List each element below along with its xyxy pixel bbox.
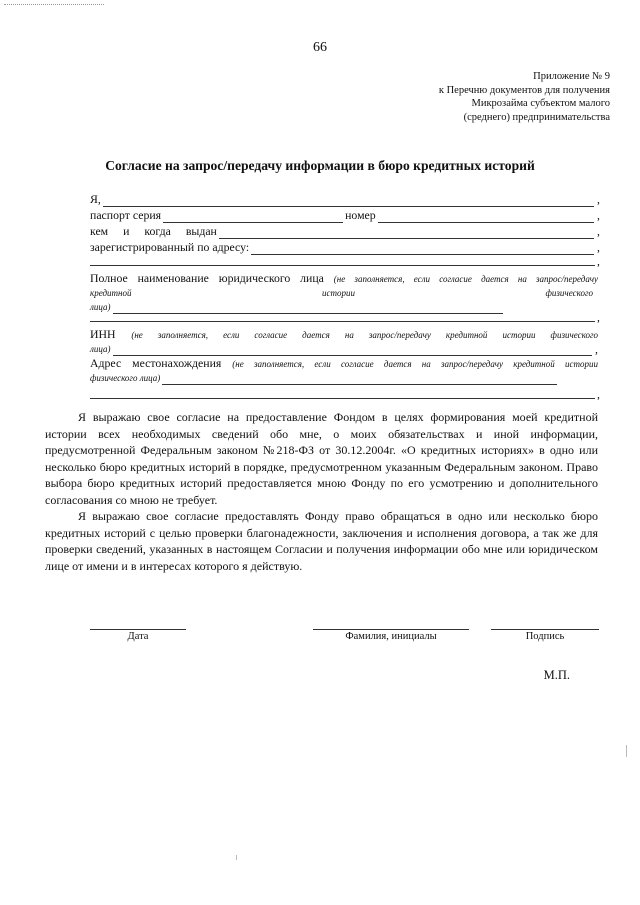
address-continuation-field[interactable] [90, 265, 595, 266]
legal-name-note: (не заполняется, если согласие дается на запрос/передачу [333, 274, 599, 284]
legal-name-field[interactable] [113, 302, 503, 314]
legal-name-label: Полное наименование юридического лица [90, 271, 324, 285]
location-block [90, 356, 598, 385]
address-reg-row [90, 240, 600, 255]
legal-name-note-end: лица) [90, 302, 111, 312]
appendix-note [280, 70, 610, 124]
consent-text [45, 409, 598, 574]
comma: , [597, 224, 600, 238]
consent-paragraph: Я выражаю свое согласие на предоставление Фондом в целях формирования моей кредитной истории всех необходимых сведений обо мне, о моих обязательствах и иной информации, предусмотренной Федеральным законом №218-ФЗ от 30.12.2004г. «О кредитных историях» в одно или несколько бюро кредитных историй в порядке, предусмотренном указанным Федеральным законом. Право выбора бюро кредитных историй предоставляется мною Фонду по его усмотрению и дополнительного согласования со мною не требует. [45, 410, 598, 507]
comma: , [597, 240, 600, 254]
comma: , [597, 192, 600, 206]
consent-paragraph: Я выражаю свое согласие предоставлять Фонду право обращаться в одно или несколько бюро кредитных историй с целью проверки благонадежности, заключения и исполнения договора, а так же для проверки сведений, указанных в настоящем Согласии и получения информации обо мне или юридическом лице от имени и в интересах которого я действую. [45, 509, 598, 573]
scan-artifact [4, 4, 104, 8]
name-initials-label: Фамилия, инициалы [345, 631, 437, 642]
legal-name-note-word: кредитной [90, 288, 132, 298]
legal-name-note-word: физического [545, 288, 593, 298]
location-field-row [90, 371, 598, 385]
comma: , [597, 208, 600, 222]
comma: , [597, 387, 600, 401]
stamp-label: М.П. [543, 668, 570, 682]
issued-row [90, 224, 600, 239]
passport-number-label: номер [345, 208, 376, 222]
appendix-line: Приложение № 9 [533, 71, 610, 82]
location-note: (не заполняется, если согласие дается на запрос/передачу кредитной истории [232, 359, 599, 369]
inn-block [90, 327, 598, 356]
comma: , [595, 342, 598, 356]
registered-address-field[interactable] [251, 243, 594, 255]
issued-label: кем и когда выдан [90, 224, 217, 238]
inn-field[interactable] [113, 344, 593, 356]
registered-address-label: зарегистрированный по адресу: [90, 240, 250, 254]
name-row [90, 192, 600, 207]
inn-note-end: лица) [90, 344, 111, 354]
passport-row [90, 208, 600, 223]
name-label: Я, [90, 192, 101, 206]
location-note-end: физического лица) [90, 373, 161, 383]
legal-name-field-row [90, 300, 598, 314]
page-number: 66 [313, 40, 327, 55]
inn-label: ИНН [90, 327, 116, 341]
issued-field[interactable] [219, 227, 594, 239]
scan-mark [236, 855, 237, 860]
legal-name-note-word: истории [322, 288, 356, 298]
location-label: Адрес местонахождения [90, 356, 222, 370]
document-title: Согласие на запрос/передачу информации в бюро кредитных историй [105, 158, 535, 173]
location-continuation-field[interactable] [90, 398, 595, 399]
passport-series-label: паспорт серия [90, 208, 162, 222]
signature-field[interactable] [491, 628, 599, 630]
appendix-line: (среднего) предпринимательства [463, 111, 610, 123]
date-field[interactable] [90, 628, 186, 630]
legal-name-block [90, 271, 598, 314]
inn-field-row [90, 342, 598, 356]
comma: , [597, 254, 600, 268]
passport-series-field[interactable] [163, 211, 343, 223]
legal-name-note-row [90, 286, 593, 300]
inn-note: (не заполняется, если согласие дается на запрос/передачу кредитной истории физического [131, 330, 598, 340]
location-field[interactable] [162, 373, 557, 385]
passport-number-field[interactable] [378, 211, 594, 223]
appendix-line: к Перечню документов для получения [438, 84, 610, 96]
date-label: Дата [127, 631, 149, 642]
signature-label: Подпись [525, 631, 565, 642]
scan-mark [626, 745, 627, 757]
legal-name-continuation-field[interactable] [90, 321, 595, 322]
name-field[interactable] [103, 195, 594, 207]
comma: , [597, 310, 600, 324]
appendix-line: Микрозайма субъектом малого [471, 98, 610, 109]
name-initials-field[interactable] [313, 628, 469, 630]
